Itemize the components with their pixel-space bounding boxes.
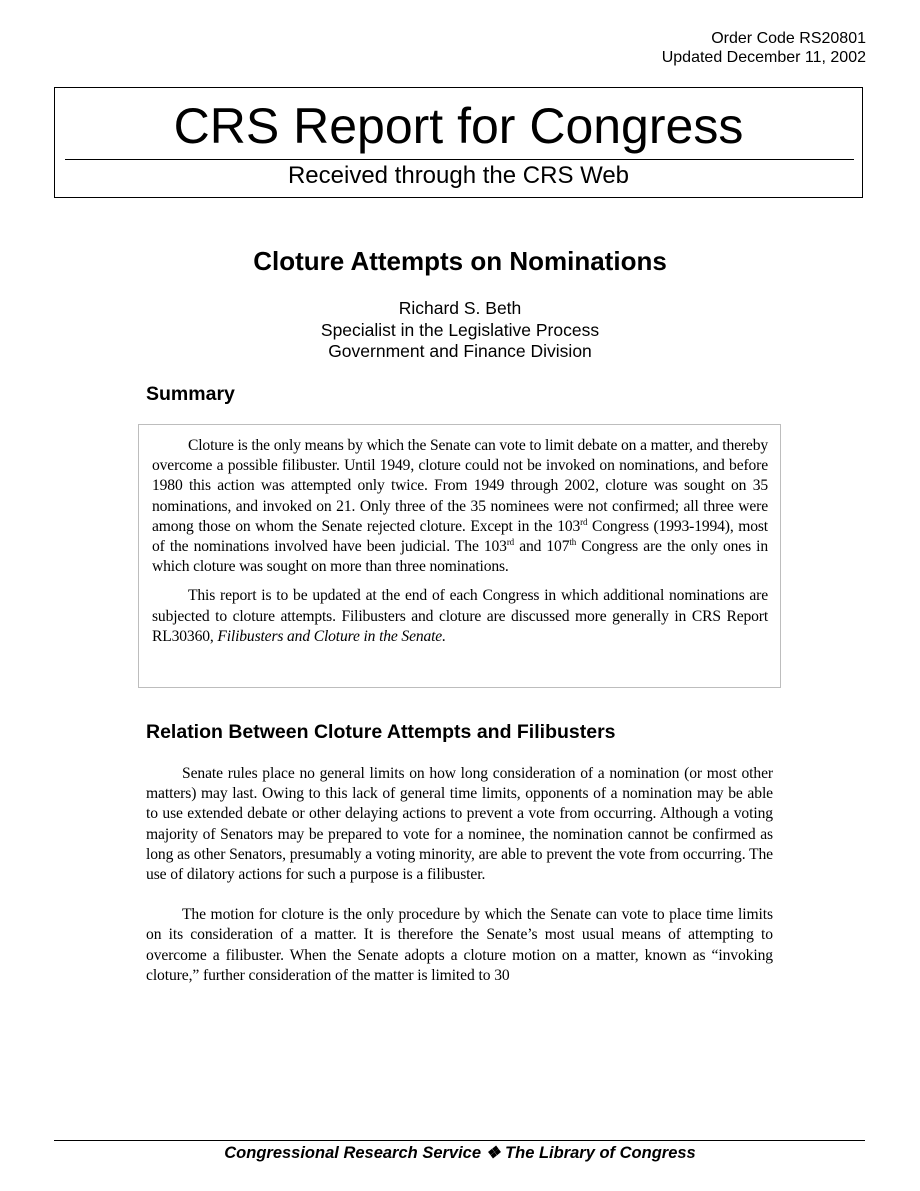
- body-paragraph-2: The motion for cloture is the only procedure by which the Senate can vote to place time limits on its consideration of a matter. It is therefore the Senate’s most usual means of attempting to overcome a filibuster. When the Senate adopts a cloture motion on a matter, known as “invoking cloture,” further consideration of the matter is limited to 30: [146, 906, 773, 984]
- summary-paragraph-1: Cloture is the only means by which the Senate can vote to limit debate on a matter, and thereby overcome a possible filibuster. Until 1949, cloture could not be invoked on nominations, and before 1980 this action was attempted only twice. From 1949 through 2002, cloture was sought on 35 nominations, and invoked on 21. Only three of the 35 nominees were not confirmed; all three were among those on whom the Senate rejected cloture. Except in the 103rd Congress (1993-1994), most of the nominations involved have been judicial. The 103rd and 107th Congress are the only ones in which cloture was sought on more than three nominations.: [152, 437, 768, 576]
- footer: [0, 1143, 920, 1163]
- banner-title: CRS Report for Congress: [173, 98, 744, 154]
- summary-heading: Summary: [146, 383, 235, 405]
- diamond-icon: ❖: [485, 1144, 501, 1162]
- author-name: Richard S. Beth: [398, 298, 522, 318]
- author-division: Government and Finance Division: [328, 341, 592, 361]
- cited-report-title: Filibusters and Cloture in the Senate.: [217, 627, 446, 645]
- body-paragraph-1: Senate rules place no general limits on how long consideration of a nomination (or most other matters) may last. Owing to this lack of general time limits, opponents of a nomination may be able to use extended debate or other delaying actions to prevent a vote from occurring. Although a voting majority of Senators may be prepared to vote for a nominee, the nomination cannot be confirmed as long as other Senators, presumably a voting minority, are able to prevent the vote from occurring. The use of dilatory actions for such a purpose is a filibuster.: [146, 765, 773, 884]
- author-block: [0, 298, 920, 363]
- order-code-block: [662, 29, 866, 67]
- summary-box: [138, 424, 781, 688]
- footer-divider: [54, 1140, 865, 1141]
- banner-subtitle: Received through the CRS Web: [287, 162, 630, 189]
- author-position: Specialist in the Legislative Process: [320, 319, 600, 340]
- section-body: [146, 764, 773, 986]
- footer-crs: Congressional Research Service: [224, 1144, 482, 1162]
- section-heading: Relation Between Cloture Attempts and Filibusters: [146, 721, 616, 743]
- banner-divider: [65, 159, 854, 160]
- summary-paragraph-2: This report is to be updated at the end of each Congress in which additional nominations are subjected to cloture attempts. Filibusters and cloture are discussed more generally in CRS Report RL30360, Filibusters and Cloture in the Senate.: [152, 587, 768, 645]
- report-banner: [54, 87, 863, 198]
- report-title: Cloture Attempts on Nominations: [253, 246, 667, 276]
- footer-loc: The Library of Congress: [505, 1144, 696, 1162]
- order-code: Order Code RS20801: [711, 30, 866, 47]
- updated-date: Updated December 11, 2002: [661, 49, 866, 66]
